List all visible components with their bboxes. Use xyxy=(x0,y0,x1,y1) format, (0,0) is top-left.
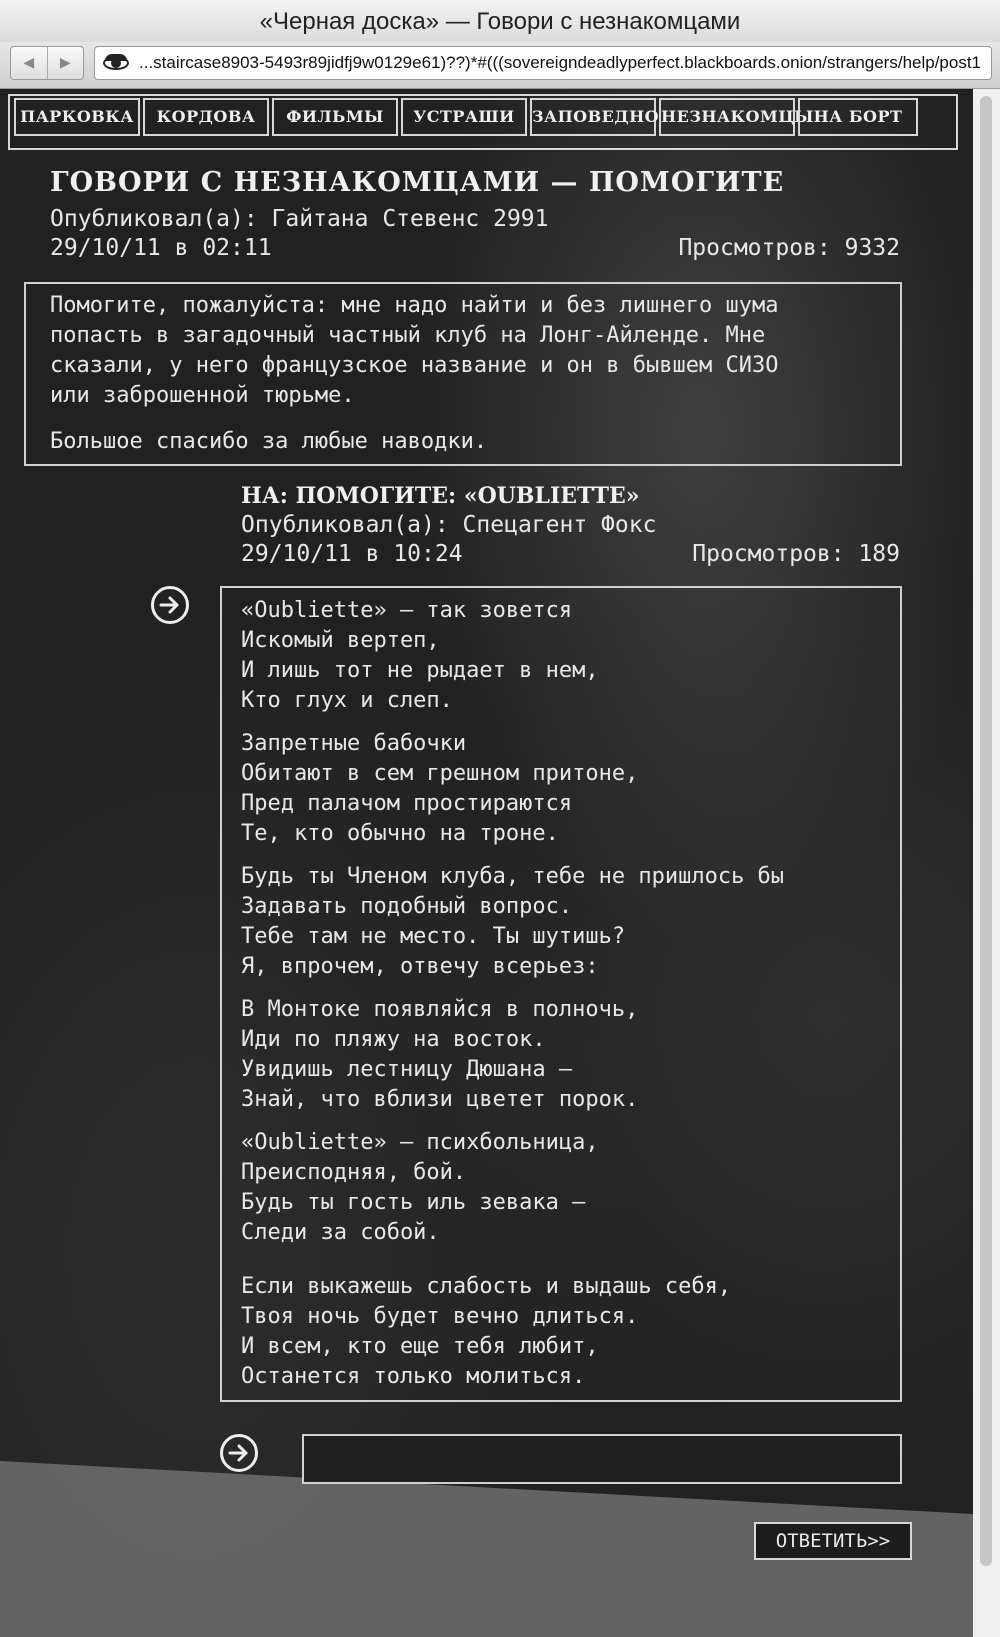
history-buttons xyxy=(10,46,84,80)
arrow-right-icon[interactable] xyxy=(220,1434,258,1472)
nav-item-on-board[interactable]: НА БОРТ xyxy=(798,98,918,136)
browser-toolbar xyxy=(0,42,1000,89)
reply-views: Просмотров: 189 xyxy=(692,541,900,567)
nav-item-forbidden[interactable]: ЗАПОВЕДНО xyxy=(530,98,656,136)
nav-item-strangers[interactable]: НЕЗНАКОМЦЫ xyxy=(659,98,795,136)
post-date: 29/10/11 в 02:11 xyxy=(50,235,272,261)
arrow-right-icon[interactable] xyxy=(151,586,189,624)
scrollbar-thumb[interactable] xyxy=(980,96,992,1566)
reply-stanza: В Монтоке появляйся в полночь, Иди по пляжу на восток. Увидишь лестницу Дюшана — Знай, что вблизи цветет порок. xyxy=(241,997,639,1112)
forward-icon[interactable]: ▶ xyxy=(59,55,71,71)
reply-submit-button[interactable]: ОТВЕТИТЬ>> xyxy=(754,1522,912,1560)
reply-stanza: Если выкажешь слабость и выдашь себя, Твоя ночь будет вечно длиться. И всем, кто еще тебя любит, Останется только молиться. xyxy=(241,1274,732,1389)
reply-input[interactable] xyxy=(302,1434,902,1484)
eye-icon xyxy=(103,54,131,72)
reply-date: 29/10/11 в 10:24 xyxy=(241,541,463,567)
post-author: Опубликовал(а): Гайтана Стевенс 2991 xyxy=(50,206,549,232)
reply-stanza: Будь ты Членом клуба, тебе не пришлось бы Задавать подобный вопрос. Тебе там не место. Ты шутишь? Я, впрочем, отвечу всерьез: xyxy=(241,864,785,979)
post-title: ГОВОРИ С НЕЗНАКОМЦАМИ — ПОМОГИТЕ xyxy=(50,167,785,198)
post-body-paragraph: Большое спасибо за любые наводки. xyxy=(50,429,488,454)
reply-stanza: «Oubliette» — так зовется Искомый вертеп, И лишь тот не рыдает в нем, Кто глух и слеп. xyxy=(241,598,599,713)
nav-item-scare[interactable]: УСТРАШИ xyxy=(401,98,527,136)
nav-item-cordova[interactable]: КОРДОВА xyxy=(143,98,269,136)
blackboard-page xyxy=(0,89,973,1637)
window-title: «Черная доска» — Говори с незнакомцами xyxy=(0,0,1000,42)
nav-item-parking[interactable]: ПАРКОВКА xyxy=(14,98,140,136)
post-views: Просмотров: 9332 xyxy=(678,235,900,261)
reply-author: Опубликовал(а): Спецагент Фокс xyxy=(241,512,657,538)
post-body-paragraph: Помогите, пожалуйста: мне надо найти и без лишнего шума попасть в загадочный частный клуб на Лонг-Айленде. Мне сказали, у него французское название и он в бывшем СИЗО или заброшенной тюрьме. xyxy=(50,293,779,408)
reply-stanza: Запретные бабочки Обитают в сем грешном притоне, Пред палачом простираются Те, кто обычно на троне. xyxy=(241,731,639,846)
reply-title: НА: ПОМОГИТЕ: «OUBLIETTE» xyxy=(241,483,640,509)
nav-item-films[interactable]: ФИЛЬМЫ xyxy=(272,98,398,136)
url-text: ...staircase8903-5493r89jidfj9w0129e61)??)*#(((sovereigndeadlyperfect.blackboards.onion/strangers/help/post1 xyxy=(139,53,982,72)
reply-stanza: «Oubliette» — психбольница, Преисподняя, бой. Будь ты гость иль зевака — Следи за собой. xyxy=(241,1130,599,1245)
back-icon[interactable]: ◀ xyxy=(11,47,48,79)
address-bar[interactable] xyxy=(94,46,992,80)
